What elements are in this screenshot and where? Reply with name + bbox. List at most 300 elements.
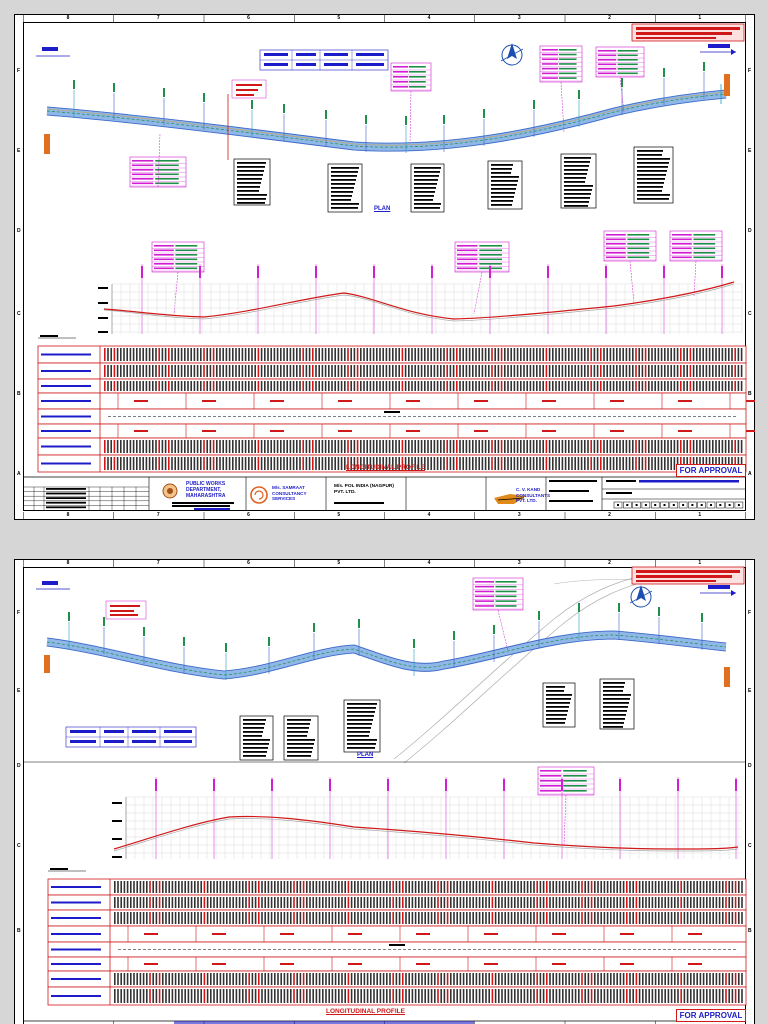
profile-table-value bbox=[293, 881, 295, 893]
profile-table-value bbox=[283, 440, 285, 453]
profile-table-value bbox=[610, 457, 612, 470]
profile-table-value bbox=[206, 365, 208, 377]
profile-table-value bbox=[200, 881, 202, 893]
profile-table-value bbox=[600, 381, 602, 391]
revision-description bbox=[46, 493, 86, 495]
profile-table-value bbox=[504, 365, 506, 377]
profile-table-value bbox=[411, 440, 413, 453]
curve-data-line bbox=[637, 170, 667, 172]
junction-note-line bbox=[110, 614, 138, 616]
profile-table-value bbox=[533, 973, 535, 985]
profile-table-value bbox=[332, 973, 334, 985]
profile-table-value bbox=[347, 365, 349, 377]
profile-table-value bbox=[581, 881, 583, 893]
profile-table-value bbox=[399, 973, 401, 985]
profile-table-value bbox=[130, 365, 132, 377]
profile-table-value bbox=[491, 365, 493, 377]
profile-table-value bbox=[440, 989, 442, 1003]
profile-table-value bbox=[562, 348, 564, 361]
profile-table-value bbox=[213, 989, 215, 1003]
chainage-label bbox=[163, 88, 165, 97]
profile-table-value bbox=[453, 365, 455, 377]
chainage-label bbox=[251, 100, 253, 109]
curve-data-line bbox=[637, 150, 663, 152]
profile-table-value bbox=[456, 365, 458, 377]
profile-table-value bbox=[475, 440, 477, 453]
profile-table-value bbox=[370, 381, 372, 391]
profile-table-cell-text bbox=[338, 400, 352, 402]
profile-table-value bbox=[475, 348, 477, 361]
profile-table-value bbox=[648, 973, 650, 985]
label-key bbox=[672, 257, 692, 259]
profile-table-value bbox=[652, 989, 654, 1003]
profile-table-value bbox=[347, 348, 349, 361]
drawing-number-char bbox=[729, 504, 731, 506]
profile-axis-tick-label bbox=[112, 820, 122, 822]
profile-table-value bbox=[482, 348, 484, 361]
profile-table-value bbox=[162, 897, 164, 908]
curve-data-line bbox=[603, 698, 630, 700]
profile-table-value bbox=[300, 912, 302, 924]
profile-table-value bbox=[488, 881, 490, 893]
profile-table-value bbox=[306, 348, 308, 361]
profile-table-value bbox=[236, 989, 238, 1003]
profile-table-row-header bbox=[51, 978, 101, 980]
curve-data-line bbox=[564, 205, 588, 207]
profile-structure-label bbox=[445, 779, 447, 791]
profile-table-value bbox=[360, 381, 362, 391]
profile-table-value bbox=[376, 989, 378, 1003]
profile-table-value bbox=[223, 897, 225, 908]
profile-table-value bbox=[248, 381, 250, 391]
profile-table-value bbox=[293, 348, 295, 361]
existing-ground-line bbox=[114, 818, 738, 851]
profile-table-value bbox=[498, 881, 500, 893]
label-value bbox=[627, 257, 649, 259]
label-value bbox=[559, 77, 577, 79]
profile-table-value bbox=[232, 973, 234, 985]
profile-table-value bbox=[341, 973, 343, 985]
profile-table-cell-text bbox=[280, 933, 294, 935]
profile-table-value bbox=[526, 365, 528, 377]
profile-table-value bbox=[172, 989, 174, 1003]
profile-table-value bbox=[668, 881, 670, 893]
north-arrow-icon bbox=[630, 585, 652, 607]
profile-table-value bbox=[648, 881, 650, 893]
profile-table-value bbox=[475, 457, 477, 470]
drawing-number-boxes bbox=[172, 480, 743, 508]
profile-table-value bbox=[683, 365, 685, 377]
profile-table-value bbox=[104, 365, 106, 377]
profile-table-value bbox=[706, 348, 708, 361]
grid-column-label: 2 bbox=[608, 15, 611, 21]
profile-table-value bbox=[174, 348, 176, 361]
profile-table-value bbox=[149, 897, 151, 908]
profile-table-value bbox=[322, 457, 324, 470]
profile-table-value bbox=[536, 912, 538, 924]
profile-table-value bbox=[322, 973, 324, 985]
profile-table-value bbox=[680, 912, 682, 924]
profile-table-value bbox=[501, 365, 503, 377]
profile-table-value bbox=[402, 973, 404, 985]
profile-table-value bbox=[252, 973, 254, 985]
label-value bbox=[409, 86, 426, 88]
curve-data-line bbox=[603, 714, 626, 716]
profile-table-value bbox=[549, 897, 551, 908]
profile-table-value bbox=[168, 365, 170, 377]
profile-table-value bbox=[546, 365, 548, 377]
profile-table-value bbox=[146, 973, 148, 985]
profile-table-value bbox=[171, 457, 173, 470]
profile-table-value bbox=[194, 881, 196, 893]
profile-table-value bbox=[686, 440, 688, 453]
profile-table-value bbox=[453, 897, 455, 908]
profile-table-value bbox=[159, 897, 161, 908]
chainage-label bbox=[663, 68, 665, 77]
profile-table-value bbox=[725, 897, 727, 908]
profile-table-value bbox=[440, 897, 442, 908]
profile-structure-label bbox=[431, 266, 433, 278]
profile-table-value bbox=[290, 912, 292, 924]
grid-row-label: F bbox=[748, 68, 752, 74]
profile-table-value bbox=[280, 365, 282, 377]
profile-table-value bbox=[539, 440, 541, 453]
label-key bbox=[598, 68, 616, 70]
profile-table-value bbox=[699, 381, 701, 391]
curve-data-line bbox=[546, 702, 570, 704]
profile-table-value bbox=[495, 881, 497, 893]
profile-table-value bbox=[479, 897, 481, 908]
profile-table-value bbox=[578, 912, 580, 924]
profile-table-value bbox=[517, 881, 519, 893]
profile-structure-label bbox=[373, 266, 375, 278]
profile-table-cell-text bbox=[484, 963, 498, 965]
profile-table-value bbox=[133, 989, 135, 1003]
profile-table-value bbox=[274, 440, 276, 453]
curve-data-line bbox=[414, 167, 441, 169]
profile-table-cell-text bbox=[270, 400, 284, 402]
profile-table-value bbox=[738, 381, 740, 391]
profile-table-value bbox=[114, 897, 116, 908]
profile-table-value bbox=[462, 440, 464, 453]
profile-table-value bbox=[300, 881, 302, 893]
curve-data-line bbox=[603, 694, 631, 696]
profile-table-value bbox=[706, 897, 708, 908]
profile-table-value bbox=[430, 365, 432, 377]
profile-table-value bbox=[648, 897, 650, 908]
profile-table-value bbox=[149, 457, 151, 470]
drawing-number-char bbox=[691, 504, 693, 506]
profile-table-value bbox=[306, 381, 308, 391]
curve-data-line bbox=[414, 175, 439, 177]
profile-table-value bbox=[549, 973, 551, 985]
profile-axis-tick-label bbox=[112, 838, 122, 840]
profile-table-value bbox=[357, 973, 359, 985]
profile-table-value bbox=[293, 457, 295, 470]
profile-table-value bbox=[450, 440, 452, 453]
profile-table-value bbox=[207, 912, 209, 924]
curve-data-line bbox=[414, 183, 437, 185]
profile-table-value bbox=[610, 440, 612, 453]
curve-data-block bbox=[240, 716, 273, 760]
profile-table-value bbox=[594, 457, 596, 470]
profile-table-value bbox=[472, 457, 474, 470]
curve-data-line bbox=[564, 201, 589, 203]
profile-table-value bbox=[495, 912, 497, 924]
profile-table-value bbox=[693, 381, 695, 391]
profile-table-value bbox=[408, 348, 410, 361]
profile-table-value bbox=[146, 912, 148, 924]
curve-data-line bbox=[347, 711, 375, 713]
profile-table-cell-text bbox=[610, 430, 624, 432]
profile-table-value bbox=[645, 912, 647, 924]
profile-table-value bbox=[146, 348, 148, 361]
profile-table-value bbox=[357, 381, 359, 391]
profile-table-value bbox=[597, 973, 599, 985]
profile-table-value bbox=[645, 381, 647, 391]
client-name: PUBLIC WORKS DEPARTMENT, MAHARASHTRA bbox=[186, 481, 226, 499]
profile-table-value bbox=[478, 381, 480, 391]
profile-table-value bbox=[290, 365, 292, 377]
profile-table-value bbox=[648, 457, 650, 470]
profile-table-value bbox=[738, 440, 740, 453]
profile-table-value bbox=[680, 881, 682, 893]
profile-table-value bbox=[146, 365, 148, 377]
profile-table-value bbox=[412, 897, 414, 908]
profile-table-value bbox=[636, 881, 638, 893]
profile-table-value bbox=[178, 440, 180, 453]
profile-table-value bbox=[398, 348, 400, 361]
profile-table-value bbox=[431, 881, 433, 893]
profile-table-value bbox=[325, 973, 327, 985]
profile-table-value bbox=[719, 897, 721, 908]
profile-table-value bbox=[459, 440, 461, 453]
profile-table-value bbox=[693, 989, 695, 1003]
profile-table-value bbox=[184, 365, 186, 377]
label-key bbox=[154, 254, 174, 256]
profile-table-value bbox=[130, 989, 132, 1003]
profile-table-value bbox=[255, 912, 257, 924]
profile-table-value bbox=[498, 365, 500, 377]
profile-table-value bbox=[370, 365, 372, 377]
profile-table-value bbox=[325, 365, 327, 377]
profile-table-value bbox=[245, 381, 247, 391]
profile-table-value bbox=[741, 348, 743, 361]
profile-table-value bbox=[325, 348, 327, 361]
profile-table-value bbox=[418, 897, 420, 908]
profile-table-value bbox=[222, 348, 224, 361]
label-key bbox=[542, 58, 558, 60]
profile-table-value bbox=[543, 897, 545, 908]
profile-table-value bbox=[741, 989, 743, 1003]
curve-data-line bbox=[331, 171, 358, 173]
profile-table-value bbox=[591, 973, 593, 985]
profile-table-value bbox=[248, 912, 250, 924]
profile-table-value bbox=[284, 897, 286, 908]
profile-table-value bbox=[136, 348, 138, 361]
profile-table-value bbox=[674, 897, 676, 908]
profile-table-value bbox=[642, 365, 644, 377]
profile-table-value bbox=[735, 897, 737, 908]
profile-table-value bbox=[588, 912, 590, 924]
profile-table-value bbox=[264, 881, 266, 893]
profile-table-value bbox=[482, 365, 484, 377]
profile-table-value bbox=[488, 440, 490, 453]
profile-table-value bbox=[728, 440, 730, 453]
profile-table-value bbox=[206, 381, 208, 391]
profile-table-value bbox=[463, 989, 465, 1003]
profile-table-value bbox=[591, 881, 593, 893]
profile-table-value bbox=[315, 365, 317, 377]
profile-table-value bbox=[466, 457, 468, 470]
profile-table-value bbox=[331, 457, 333, 470]
profile-table-value bbox=[123, 365, 125, 377]
profile-table-value bbox=[325, 912, 327, 924]
profile-table-value bbox=[389, 973, 391, 985]
profile-table-value bbox=[607, 897, 609, 908]
profile-table-value bbox=[309, 457, 311, 470]
profile-table-value bbox=[437, 348, 439, 361]
profile-table-value bbox=[133, 440, 135, 453]
profile-table-value bbox=[536, 897, 538, 908]
curve-data-line bbox=[637, 198, 669, 200]
profile-table-value bbox=[565, 973, 567, 985]
profile-table-cell-text bbox=[212, 963, 226, 965]
profile-table-value bbox=[629, 381, 631, 391]
profile-table-value bbox=[584, 381, 586, 391]
label-value bbox=[693, 243, 715, 245]
profile-table-value bbox=[254, 457, 256, 470]
profile-table-value bbox=[107, 457, 109, 470]
drawing-number-char bbox=[654, 504, 656, 506]
profile-table-value bbox=[238, 457, 240, 470]
profile-table-value bbox=[322, 912, 324, 924]
revision-stamp bbox=[632, 567, 744, 584]
profile-table-value bbox=[405, 365, 407, 377]
profile-table-value bbox=[469, 881, 471, 893]
grid-row-label: A bbox=[17, 471, 21, 477]
profile-table-value bbox=[124, 973, 126, 985]
profile-table-value bbox=[140, 897, 142, 908]
profile-table-value bbox=[175, 989, 177, 1003]
curve-data-line bbox=[237, 174, 263, 176]
profile-table-value bbox=[460, 973, 462, 985]
profile-table-value bbox=[168, 440, 170, 453]
profile-table-cell-text bbox=[610, 400, 624, 402]
profile-table-value bbox=[728, 897, 730, 908]
profile-table-value bbox=[357, 897, 359, 908]
profile-table-value bbox=[216, 881, 218, 893]
profile-table-value bbox=[258, 457, 260, 470]
profile-axis-tick-label bbox=[98, 317, 108, 319]
profile-table-value bbox=[607, 989, 609, 1003]
profile-table-value bbox=[335, 973, 337, 985]
grid-column-label: 7 bbox=[156, 15, 160, 21]
profile-table-value bbox=[168, 348, 170, 361]
profile-table-value bbox=[716, 897, 718, 908]
profile-table-value bbox=[158, 457, 160, 470]
profile-table-value bbox=[418, 912, 420, 924]
grid-row-label: B bbox=[17, 391, 21, 397]
profile-table-value bbox=[149, 989, 151, 1003]
profile-table-value bbox=[402, 348, 404, 361]
epc-address bbox=[334, 502, 384, 504]
profile-table-value bbox=[344, 912, 346, 924]
chainage-label bbox=[443, 115, 445, 124]
profile-table-value bbox=[126, 457, 128, 470]
profile-table-value bbox=[619, 365, 621, 377]
profile-table-value bbox=[574, 381, 576, 391]
profile-table-value bbox=[604, 973, 606, 985]
profile-table-value bbox=[619, 348, 621, 361]
profile-table-value bbox=[252, 912, 254, 924]
profile-table-value bbox=[165, 348, 167, 361]
superelevation-label bbox=[384, 411, 400, 413]
profile-table-value bbox=[190, 440, 192, 453]
drawing-sheet-1 bbox=[14, 14, 755, 520]
profile-table-value bbox=[204, 881, 206, 893]
profile-table-value bbox=[171, 348, 173, 361]
profile-table-value bbox=[552, 973, 554, 985]
profile-table-value bbox=[667, 457, 669, 470]
profile-table-cell-text bbox=[406, 400, 420, 402]
profile-table-value bbox=[335, 881, 337, 893]
profile-table-value bbox=[568, 881, 570, 893]
profile-table-value bbox=[149, 365, 151, 377]
profile-table-value bbox=[341, 457, 343, 470]
profile-table-value bbox=[568, 365, 570, 377]
profile-table-value bbox=[472, 348, 474, 361]
profile-table-value bbox=[235, 365, 237, 377]
profile-table-value bbox=[395, 348, 397, 361]
curve-data-line bbox=[637, 166, 668, 168]
label-value bbox=[563, 775, 587, 777]
profile-table-value bbox=[693, 881, 695, 893]
profile-table-value bbox=[309, 440, 311, 453]
profile-table-value bbox=[574, 365, 576, 377]
profile-table-value bbox=[491, 381, 493, 391]
profile-table-value bbox=[411, 365, 413, 377]
profile-table-value bbox=[536, 973, 538, 985]
profile-table-value bbox=[504, 457, 506, 470]
profile-table-value bbox=[629, 440, 631, 453]
profile-table-value bbox=[370, 881, 372, 893]
profile-table-value bbox=[293, 912, 295, 924]
curve-data-line bbox=[287, 723, 310, 725]
profile-table-value bbox=[130, 912, 132, 924]
profile-table-value bbox=[158, 440, 160, 453]
profile-table-value bbox=[588, 973, 590, 985]
profile-table-value bbox=[639, 973, 641, 985]
profile-table-value bbox=[578, 897, 580, 908]
profile-table-value bbox=[510, 365, 512, 377]
profile-table-value bbox=[255, 897, 257, 908]
curve-data-line bbox=[637, 190, 662, 192]
profile-table-value bbox=[581, 457, 583, 470]
profile-table-value bbox=[235, 440, 237, 453]
profile-table-value bbox=[504, 989, 506, 1003]
profile-table-value bbox=[402, 912, 404, 924]
profile-table-value bbox=[338, 348, 340, 361]
profile-table-value bbox=[524, 912, 526, 924]
profile-table-value bbox=[127, 897, 129, 908]
revision-stamp bbox=[632, 24, 744, 41]
profile-table-value bbox=[654, 440, 656, 453]
profile-table-value bbox=[667, 348, 669, 361]
profile-table-value bbox=[424, 989, 426, 1003]
profile-table-value bbox=[476, 881, 478, 893]
profile-table-value bbox=[197, 989, 199, 1003]
